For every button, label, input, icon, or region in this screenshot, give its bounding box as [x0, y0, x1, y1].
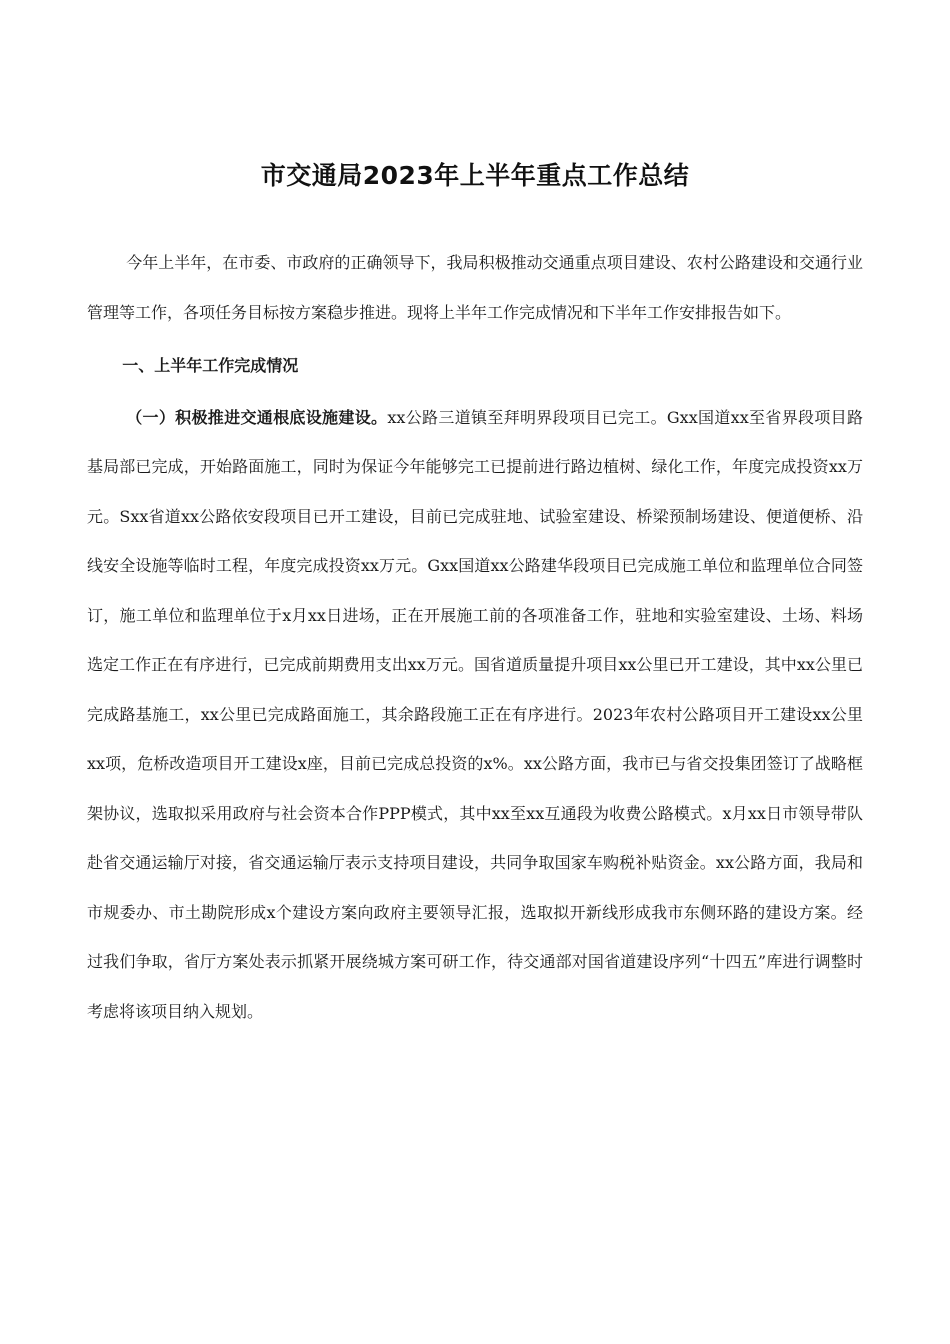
subsection-body: xx公路三道镇至拜明界段项目已完工。Gxx国道xx至省界段项目路基局部已完成，开始路面施工，同时为保证今年能够完工已提前进行路边植树、绿化工作，年度完成投资xx万元。Sxx省道xx公路依安段项目已开工建设，目前已完成驻地、试验室建设、桥梁预制场建设、便道便桥、沿线安全设施等临时工程，年度完成投资xx万元。Gxx国道xx公路建华段项目已完成施工单位和监理单位合同签订，施工单位和监理单位于x月xx日进场，正在开展施工前的各项准备工作，驻地和实验室建设、土场、料场选定工作正在有序进行，已完成前期费用支出xx万元。国省道质量提升项目xx公里已开工建设，其中xx公里已完成路基施工，xx公里已完成路面施工，其余路段施工正在有序进行。2023年农村公路项目开工建设xx公里xx项，危桥改造项目开工建设x座，目前已完成总投资的x%。xx公路方面，我市已与省交投集团签订了战略框架协议，选取拟采用政府与社会资本合作PPP模式，其中xx至xx互通段为收费公路模式。x月xx日市领导带队赴省交通运输厅对接，省交通运输厅表示支持项目建设，共同争取国家车购税补贴资金。xx公路方面，我局和市规委办、市土勘院形成x个建设方案向政府主要领导汇报，选取拟开新线形成我市东侧环路的建设方案。经过我们争取，省厅方案处表示抓紧开展绕城方案可研工作，待交通部对国省道建设序列“十四五”库进行调整时考虑将该项目纳入规划。 [87, 407, 863, 1021]
document-title: 市交通局2023年上半年重点工作总结 [260, 161, 690, 190]
section-heading: 一、上半年工作完成情况 [122, 356, 299, 375]
body-paragraph [87, 393, 863, 1037]
subsection-lead: （一）积极推进交通根底设施建设。 [126, 407, 388, 427]
intro-paragraph: 今年上半年，在市委、市政府的正确领导下，我局积极推动交通重点项目建设、农村公路建设和交通行业管理等工作，各项任务目标按方案稳步推进。现将上半年工作完成情况和下半年工作安排报告如下。 [87, 253, 863, 322]
